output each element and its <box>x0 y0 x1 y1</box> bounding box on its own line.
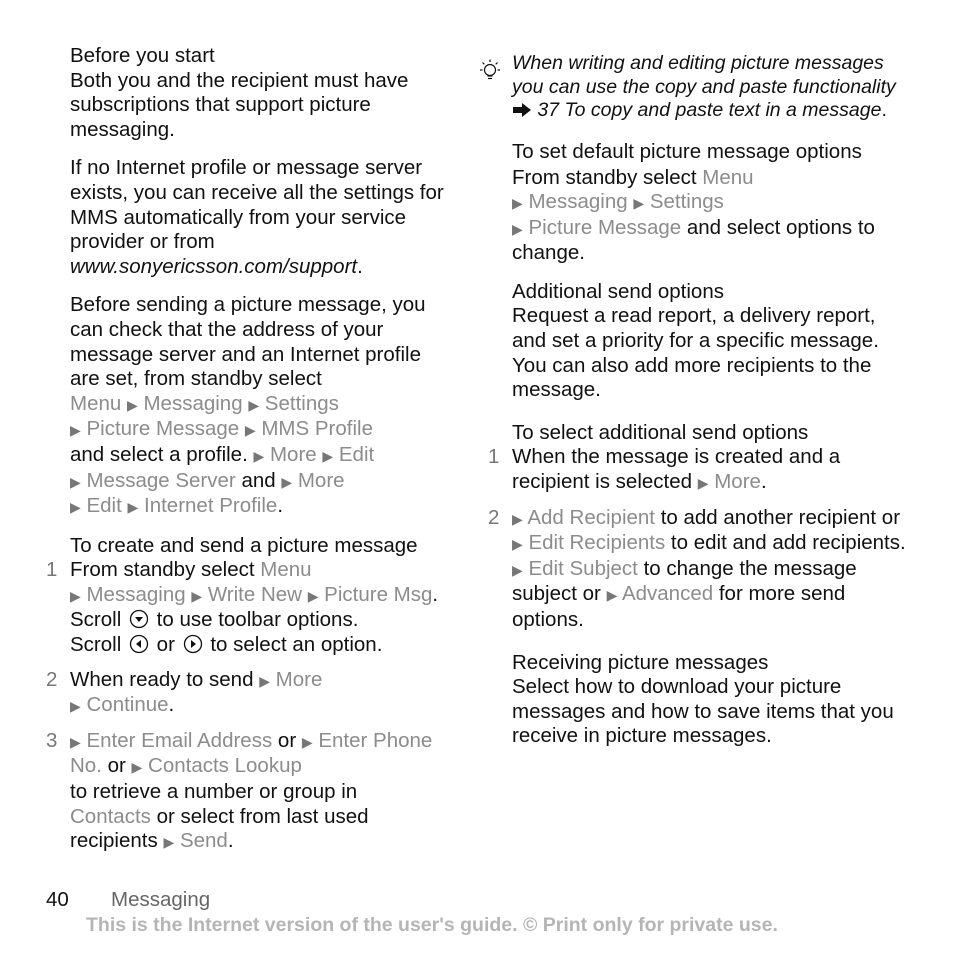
step-2 <box>488 505 907 633</box>
and-select-profile-text: and select a profile. <box>70 442 248 466</box>
or-text: or <box>277 728 297 752</box>
page-number: 40 <box>46 888 69 911</box>
arrow-icon: ▶ <box>697 475 709 492</box>
menu-item-more: More <box>275 667 323 691</box>
arrow-icon: ▶ <box>126 396 138 413</box>
scroll-text: . Scroll <box>70 582 439 632</box>
arrow-icon: ▶ <box>244 422 256 439</box>
left-column <box>46 44 450 855</box>
step-number: 1 <box>46 558 58 582</box>
menu-item-edit: Edit <box>338 442 375 466</box>
scroll-text: Scroll <box>70 633 122 657</box>
toolbar-text: to use toolbar options. <box>156 608 359 632</box>
menu-item-messaging: Messaging <box>528 190 628 214</box>
menu-item-messaging: Messaging <box>143 391 243 415</box>
menu-item-contacts: Contacts <box>70 804 151 828</box>
menu-item-enter-phone-no: Enter Phone No. <box>70 728 433 778</box>
default-options-text: From standby select <box>512 165 697 189</box>
paragraph-default-options <box>512 166 907 266</box>
menu-item-menu: Menu <box>260 558 312 582</box>
arrow-icon: ▶ <box>307 587 319 604</box>
lightbulb-icon <box>476 58 504 86</box>
arrow-icon: ▶ <box>70 587 81 604</box>
tip-ref: 37 To copy and paste text in a message <box>537 99 882 121</box>
arrow-icon: ▶ <box>127 499 139 516</box>
arrow-icon: ▶ <box>70 422 81 439</box>
step-3: 3 ▶ Enter Email Address or ▶ Enter Phone No. or ▶ Contacts Lookup to retrieve a number or group in Contacts or select from last used recipients ▶ Send. <box>46 728 433 853</box>
menu-item-messaging: Messaging <box>86 582 186 606</box>
step-number: 2 <box>46 667 58 691</box>
select-option-text: to select an option. <box>210 633 383 657</box>
menu-item-settings: Settings <box>264 391 339 415</box>
arrow-icon: ▶ <box>322 447 334 464</box>
arrow-icon: ▶ <box>633 195 645 212</box>
menu-item-picture-message: Picture Message <box>86 417 240 441</box>
arrow-icon: ▶ <box>301 733 313 750</box>
menu-item-write-new: Write New <box>207 582 302 606</box>
step-1 <box>46 558 450 657</box>
menu-item-picture-message: Picture Message <box>528 215 682 239</box>
heading-before-you-start: Before you start <box>70 44 215 67</box>
arrow-icon: ▶ <box>512 220 523 237</box>
menu-item-contacts-lookup: Contacts Lookup <box>148 754 302 778</box>
paragraph-receiving: Select how to download your picture messages and how to save items that you receive in picture messages. <box>512 675 894 748</box>
menu-item-continue: Continue <box>86 693 169 717</box>
copyright-notice: This is the Internet version of the user's guide. © Print only for private use. <box>86 914 778 936</box>
step-text: From standby select <box>70 558 255 582</box>
menu-item-settings: Settings <box>649 190 724 214</box>
or-text: or <box>156 633 175 657</box>
retrieve-text: to retrieve a number or group in <box>70 780 358 804</box>
scroll-left-icon <box>129 634 149 654</box>
menu-item-more: More <box>269 442 317 466</box>
support-url: www.sonyericsson.com/support <box>70 254 358 278</box>
menu-item-internet-profile: Internet Profile <box>144 494 278 518</box>
paragraph-additional-send-options: Request a read report, a delivery report, and set a priority for a specific message. You can also add more recipients to the message. <box>512 304 879 402</box>
arrow-icon: ▶ <box>259 672 270 689</box>
page-ref-arrow-icon <box>512 102 532 118</box>
change-subject-text: to change the message subject or <box>512 556 857 606</box>
arrow-icon: ▶ <box>512 195 523 212</box>
and-select-text: and select options to change. <box>512 215 875 265</box>
menu-item-message-server: Message Server <box>86 468 236 492</box>
arrow-icon: ▶ <box>512 510 523 527</box>
paragraph-mms-settings: If no Internet profile or message server exists, you can receive all the settings for MMS automatically from your service provider or from www.sonyericsson.com/support. <box>70 156 444 278</box>
menu-item-more: More <box>714 470 761 494</box>
menu-item-advanced: Advanced <box>621 582 714 606</box>
heading-create-send: To create and send a picture message <box>70 533 418 557</box>
menu-item-edit-recipients: Edit Recipients <box>528 531 666 555</box>
arrow-icon: ▶ <box>512 536 523 553</box>
menu-item-menu: Menu <box>702 165 754 189</box>
scroll-down-icon <box>129 609 149 629</box>
heading-receiving-picture-messages: Receiving picture messages <box>512 650 769 674</box>
arrow-icon: ▶ <box>191 587 203 604</box>
tip-note: When writing and editing picture messages you can use the copy and paste functionality 37 To copy and paste text in a message. <box>512 52 907 123</box>
paragraph-subscriptions: Both you and the recipient must have subscriptions that support picture messaging. <box>70 68 409 141</box>
step-text: When ready to send <box>70 667 254 691</box>
arrow-icon: ▶ <box>512 561 523 578</box>
menu-item-enter-email-address: Enter Email Address <box>86 728 273 752</box>
mms-settings-text: If no Internet profile or message server exists, you can receive all the settings for MMS automatically from your service provider or from <box>70 156 444 254</box>
or-text: or <box>107 754 126 778</box>
menu-item-menu: Menu <box>70 391 122 415</box>
paragraph-check-address: Before sending a picture message, you can check that the address of your message server and an Internet profile are set, from standby select Menu ▶ Messaging ▶ Settings ▶ Picture Message ▶ MMS Profile and select a profile. ▶ More ▶ Edit ▶ Message Server and ▶ More ▶ Edit ▶ Internet Profile. <box>70 293 426 518</box>
step-number: 3 <box>46 728 58 752</box>
scroll-right-icon <box>183 634 203 654</box>
step-2: 2 When ready to send ▶ More ▶ Continue. <box>46 667 323 717</box>
arrow-icon: ▶ <box>70 499 81 516</box>
menu-item-picture-msg: Picture Msg <box>324 582 433 606</box>
step-number: 1 <box>488 445 500 469</box>
edit-add-text: to edit and add recipients. <box>670 531 906 555</box>
section-name: Messaging <box>111 888 211 911</box>
step-text: When the message is created and a recipient is selected <box>512 445 841 494</box>
arrow-icon: ▶ <box>253 447 265 464</box>
arrow-icon: ▶ <box>70 698 81 715</box>
check-address-text: Before sending a picture message, you can check that the address of your message server and an Internet profile are set, from standby select <box>70 293 426 391</box>
arrow-icon: ▶ <box>70 733 81 750</box>
and-text: and <box>241 468 276 492</box>
heading-select-additional-options: To select additional send options <box>512 420 809 444</box>
more-options-text: for more send options. <box>512 582 846 631</box>
menu-item-add-recipient: Add Recipient <box>527 505 655 529</box>
arrow-icon: ▶ <box>163 834 175 851</box>
arrow-icon: ▶ <box>281 473 293 490</box>
arrow-icon: ▶ <box>131 759 143 776</box>
menu-item-edit: Edit <box>86 494 122 518</box>
menu-item-edit-subject: Edit Subject <box>528 556 638 580</box>
heading-additional-send-options: Additional send options <box>512 279 724 303</box>
arrow-icon: ▶ <box>70 473 81 490</box>
menu-item-mms-profile: MMS Profile <box>261 417 373 441</box>
menu-item-send: Send <box>179 829 228 853</box>
step-number: 2 <box>488 505 500 529</box>
add-another-text: to add another recipient or <box>660 505 901 529</box>
menu-item-more: More <box>297 468 345 492</box>
heading-default-options: To set default picture message options <box>512 139 862 163</box>
tip-text: When writing and editing picture messages you can use the copy and paste functionality <box>512 52 896 98</box>
step-1: 1 When the message is created and a recipient is selected ▶ More. <box>488 445 841 494</box>
right-column <box>488 44 907 749</box>
arrow-icon: ▶ <box>248 396 260 413</box>
arrow-icon: ▶ <box>606 587 618 604</box>
select-recipients-text: or select from last used recipients <box>70 804 369 853</box>
